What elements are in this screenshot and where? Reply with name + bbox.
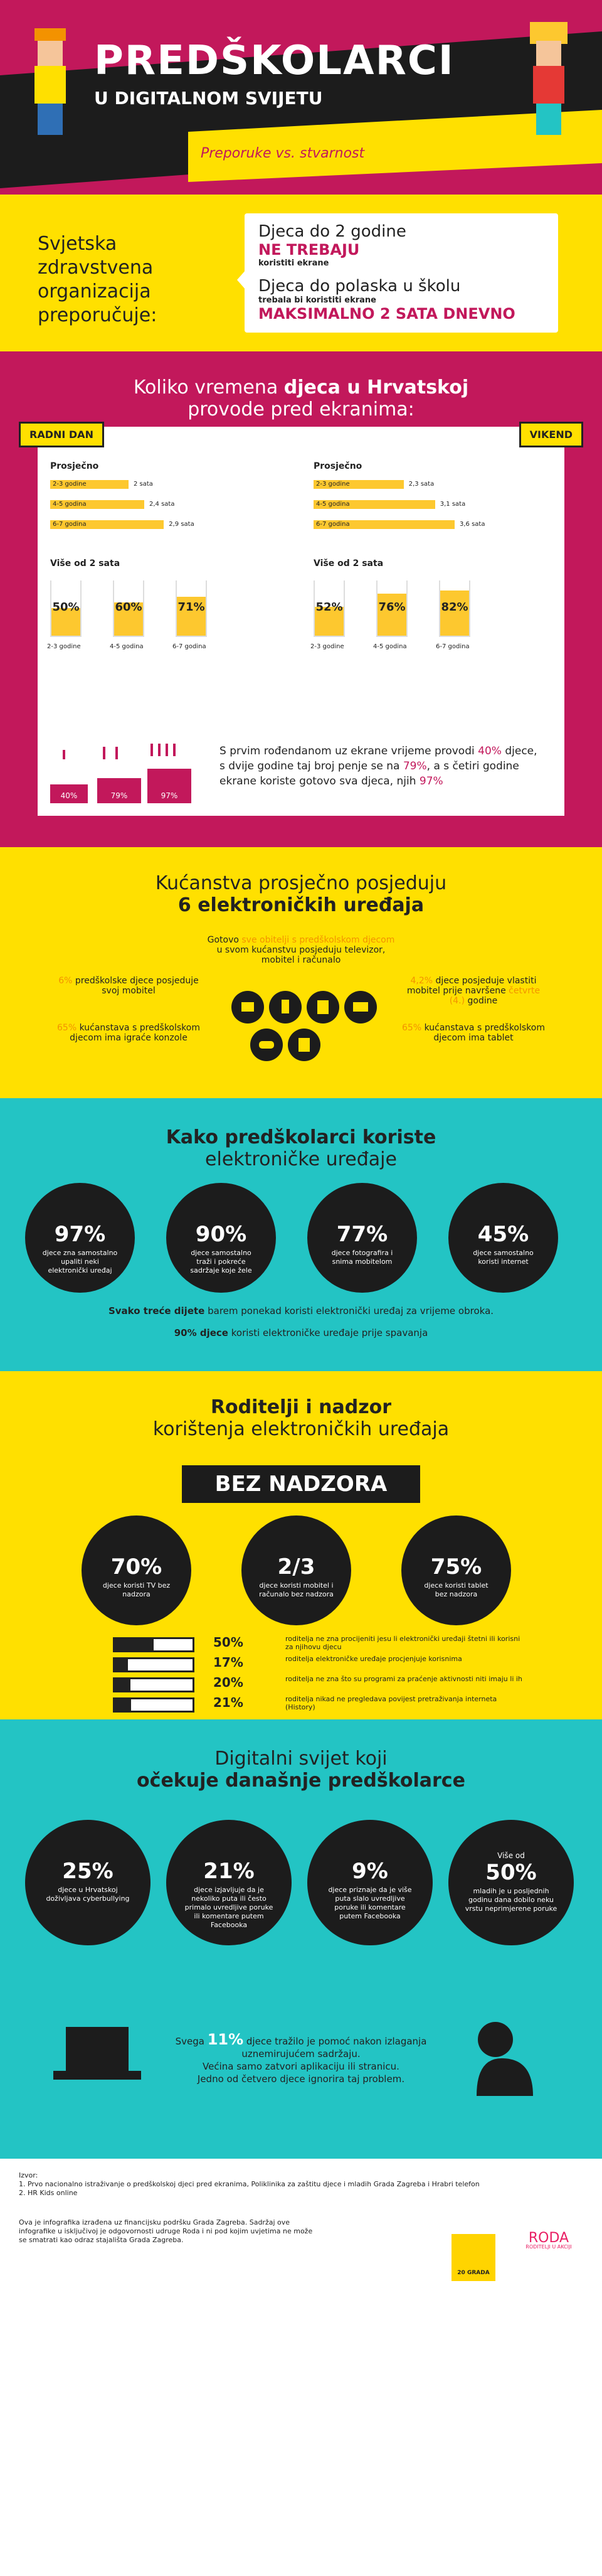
households-left-top: 6% predškolske djece posjeduje svoj mobitel xyxy=(58,976,199,996)
wd-bar-value-2: 2,4 sata xyxy=(149,501,175,508)
cake-label-2: 79% xyxy=(110,791,128,800)
parents-progress-3 xyxy=(113,1677,194,1692)
cakes-icon xyxy=(50,740,194,810)
parents-row-1: 50% roditelja ne zna procijeniti jesu li elektronički uređaji štetni ili korisni za njihovu djecu xyxy=(88,1635,527,1654)
header-subtitle: U DIGITALNOM SVIJETU xyxy=(94,88,323,109)
wd-glass-label-1: 2-3 godine xyxy=(47,643,81,650)
usage-title: Kako predškolarci koriste elektroničke uređaje xyxy=(166,1126,436,1170)
who-label: Svjetska zdravstvena organizacija preporučuje: xyxy=(38,233,157,326)
boy-pixel-icon xyxy=(22,22,78,147)
usage-circle-3: 77% djece fotografira i snima mobitelom xyxy=(307,1183,417,1293)
we-bar-value-1: 2,3 sata xyxy=(408,481,435,488)
wd-glass-3: 71% xyxy=(176,580,207,637)
we-glass-label-3: 6-7 godina xyxy=(436,643,470,650)
households-center-text: Gotovo sve obitelji s predškolskom djecom u svom kućanstvu posjeduju televizor, mobitel i računalo xyxy=(207,935,395,965)
screen-title: Koliko vremena djeca u Hrvatskoj provode pred ekranima: xyxy=(133,377,469,420)
we-glass-3: 82% xyxy=(439,580,470,637)
wd-glass-1: 50% xyxy=(50,580,82,637)
parents-progress-1 xyxy=(113,1637,194,1652)
footer xyxy=(0,2159,602,2297)
usage-circle-1: 97% djece zna samostalno upaliti neki elektronički uređaj xyxy=(25,1183,135,1293)
who-line1: Djeca do 2 godine xyxy=(258,222,406,241)
who-line3: koristiti ekrane xyxy=(258,259,329,268)
parents-circle-2: 2/3 djece koristi mobitel i računalo bez nadzora xyxy=(241,1515,351,1625)
households-title: Kućanstva prosječno posjeduju 6 elektroničkih uređaja xyxy=(155,872,447,916)
usage-section xyxy=(0,1098,602,1371)
who-section xyxy=(0,195,602,351)
wd-bar-value-3: 2,9 sata xyxy=(169,521,194,528)
we-glass-label-2: 4-5 godina xyxy=(373,643,407,650)
we-bar-value-3: 3,6 sata xyxy=(460,521,485,528)
cake-label-3: 97% xyxy=(161,791,178,800)
roda-logo: RODA RODITELJI U AKCIJI xyxy=(525,2230,572,2250)
who-line5: trebala bi koristiti ekrane xyxy=(258,296,376,305)
workday-over2-label: Više od 2 sata xyxy=(50,558,120,569)
weekend-avg-label: Prosječno xyxy=(314,461,362,471)
digital-section xyxy=(0,1719,602,2159)
wd-glass-2: 60% xyxy=(113,580,144,637)
we-glass-label-1: 2-3 godine xyxy=(310,643,344,650)
wd-bar-value-1: 2 sata xyxy=(134,481,153,488)
usage-foot2: 90% djece koristi elektroničke uređaje prije spavanja xyxy=(174,1327,428,1339)
screen-time-section xyxy=(0,351,602,847)
usage-circle-2: 90% djece samostalno traži i pokreće sadržaje koje žele xyxy=(166,1183,276,1293)
parents-circle-3: 75% djece koristi tablet bez nadzora xyxy=(401,1515,511,1625)
birthday-text: S prvim rođendanom uz ekrane vrijeme provodi 40% djece, s dvije godine taj broj penje se na 79%, a s četiri godine ekrane koriste gotovo sva djeca, njih 97% xyxy=(219,745,537,788)
wd-glass-label-3: 6-7 godina xyxy=(172,643,206,650)
weekend-panel xyxy=(301,427,573,772)
digital-bottom-text: Svega 11% djece tražilo je pomoć nakon izlaganja uznemirujućem sadržaju. Većina samo zatvori aplikaciju ili stranicu. Jedno od četvero djece ignorira taj problem. xyxy=(175,2031,427,2085)
girl-pixel-icon xyxy=(520,16,577,147)
households-left-bottom: 65% kućanstava s predškolskom djecom ima igraće konzole xyxy=(57,1023,200,1043)
who-box xyxy=(245,213,558,333)
devices-icons xyxy=(223,982,379,1076)
we-bar-label-1: 2-3 godine xyxy=(316,481,350,488)
who-line4: Djeca do polaska u školu xyxy=(258,277,461,296)
workday-tag: RADNI DAN xyxy=(19,422,104,447)
header-title: PREDŠKOLARCI xyxy=(94,38,455,84)
no-supervision-banner: BEZ NADZORA xyxy=(182,1465,420,1503)
digital-circle-1: 25% djece u Hrvatskoj doživljava cyberbullying xyxy=(25,1820,150,1945)
we-glass-1: 52% xyxy=(314,580,345,637)
parents-title: Roditelji i nadzor korištenja elektroničkih uređaja xyxy=(152,1396,450,1440)
header xyxy=(0,0,602,195)
we-bar-label-2: 4-5 godina xyxy=(316,501,350,508)
digital-title: Digitalni svijet koji očekuje današnje predškolarce xyxy=(137,1748,465,1792)
parents-row-4: 21% roditelja nikad ne pregledava povijest pretraživanja interneta (History) xyxy=(88,1695,527,1714)
zagreb-logo: 20 GRADA xyxy=(452,2234,495,2281)
sad-child-icon xyxy=(464,2014,546,2102)
households-right-bottom: 65% kućanstava s predškolskom djecom ima tablet xyxy=(402,1023,545,1043)
cake-label-1: 40% xyxy=(60,791,78,800)
footer-sources: Izvor: 1. Prvo nacionalno istraživanje o predškolskoj djeci pred ekranima, Poliklinika za zaštitu djece i mladih Grada Zagreba i Hrabri telefon 2. HR Kids online xyxy=(19,2171,480,2197)
usage-foot1: Svako treće dijete barem ponekad koristi elektronički uređaj za vrijeme obroka. xyxy=(108,1305,494,1317)
header-tagline: Preporuke vs. stvarnost xyxy=(201,146,365,161)
workday-panel xyxy=(29,427,301,772)
parents-circle-1: 70% djece koristi TV bez nadzora xyxy=(82,1515,191,1625)
weekend-over2-label: Više od 2 sata xyxy=(314,558,384,569)
footer-note: Ova je infografika izrađena uz financijsku podršku Grada Zagreba. Sadržaj ove infografike u isključivoj je odgovornosti udruge Roda i ni pod kojim uvjetima ne može se smatrati kao odraz stajališta Grada Zagreba. xyxy=(19,2218,313,2244)
parents-row-3: 20% roditelja ne zna što su programi za praćenje aktivnosti niti imaju li ih xyxy=(88,1675,527,1694)
wd-bar-label-3: 6-7 godina xyxy=(53,521,87,528)
digital-circle-2: 21% djece izjavljuje da je nekoliko puta ili često primalo uvredljive poruke ili komentare putem Facebooka xyxy=(166,1820,292,1945)
workday-avg-label: Prosječno xyxy=(50,461,99,471)
wd-glass-label-2: 4-5 godina xyxy=(110,643,144,650)
parents-section xyxy=(0,1371,602,1719)
who-line6: MAKSIMALNO 2 SATA DNEVNO xyxy=(258,305,515,323)
digital-circle-3: 9% djece priznaje da je više puta slalo uvredljive poruke ili komentare putem Facebooka xyxy=(307,1820,433,1945)
we-glass-2: 76% xyxy=(376,580,408,637)
digital-circle-4: Više od 50% mladih je u posljednih godinu dana dobilo neku vrstu neprimjerene poruke xyxy=(448,1820,574,1945)
weekend-tag: VIKEND xyxy=(519,422,583,447)
we-bar-label-3: 6-7 godina xyxy=(316,521,350,528)
parents-progress-2 xyxy=(113,1657,194,1672)
who-line2: NE TREBAJU xyxy=(258,241,360,259)
households-section xyxy=(0,847,602,1098)
we-bar-value-2: 3,1 sata xyxy=(440,501,466,508)
wd-bar-label-1: 2-3 godine xyxy=(53,481,87,488)
usage-circle-4: 45% djece samostalno koristi internet xyxy=(448,1183,558,1293)
birthday-box xyxy=(38,728,564,816)
parents-progress-4 xyxy=(113,1697,194,1713)
laptop-icon xyxy=(50,2021,144,2096)
households-right-top: 4,2% djece posjeduje vlastiti mobitel prije navršene četvrte (4.) godine xyxy=(406,976,541,1006)
wd-bar-label-2: 4-5 godina xyxy=(53,501,87,508)
parents-row-2: 17% roditelja elektroničke uređaje procjenjuje korisnima xyxy=(88,1655,527,1674)
